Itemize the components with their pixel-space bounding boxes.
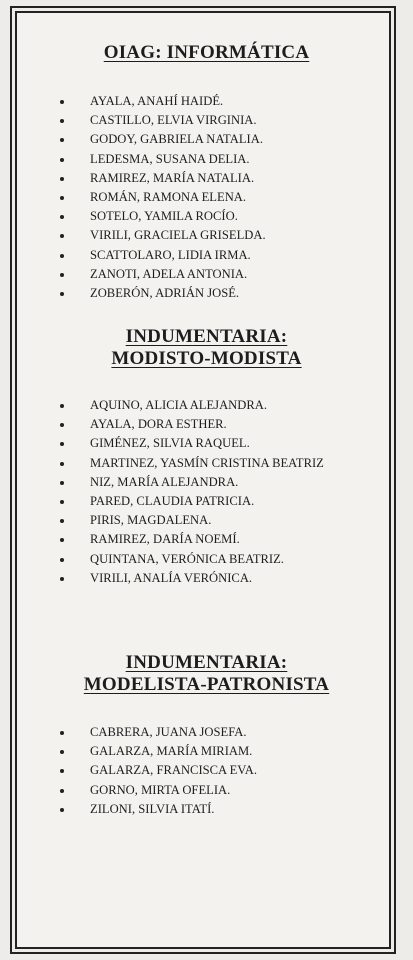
bullet-icon	[60, 423, 64, 427]
list-item	[0, 92, 413, 111]
person-name: AQUINO, ALICIA ALEJANDRA.	[90, 398, 268, 412]
bullet-icon	[60, 577, 64, 581]
name-list	[0, 396, 413, 588]
bullet-icon	[60, 119, 64, 123]
person-name: ZOBERÓN, ADRIÁN JOSÉ.	[90, 285, 240, 300]
list-item	[0, 207, 413, 226]
person-name: VIRILI, GRACIELA GRISELDA.	[90, 228, 266, 243]
bullet-icon	[60, 519, 64, 523]
bullet-icon	[60, 538, 64, 542]
list-item	[0, 246, 413, 265]
section-heading	[0, 326, 413, 370]
list-item	[0, 396, 413, 415]
bullet-icon	[60, 750, 64, 754]
bullet-icon	[60, 769, 64, 773]
bullet-icon	[60, 500, 64, 504]
person-name: NIZ, MARÍA ALEJANDRA.	[90, 474, 239, 489]
person-name: CASTILLO, ELVIA VIRGINIA.	[90, 113, 257, 128]
bullet-icon	[60, 158, 64, 162]
section-modisto-modista	[0, 326, 413, 588]
list-item	[0, 226, 413, 245]
person-name: GIMÉNEZ, SILVIA RAQUEL.	[90, 436, 250, 451]
person-name: QUINTANA, VERÓNICA BEATRIZ.	[90, 551, 284, 566]
bullet-icon	[60, 273, 64, 277]
bullet-icon	[60, 481, 64, 485]
list-item	[0, 723, 413, 742]
bullet-icon	[60, 234, 64, 238]
list-item	[0, 188, 413, 207]
list-item	[0, 511, 413, 530]
bullet-icon	[60, 404, 64, 408]
heading-line: OIAG: INFORMÁTICA	[103, 42, 310, 63]
list-item	[0, 742, 413, 761]
person-name: SCATTOLARO, LIDIA IRMA.	[90, 247, 251, 262]
heading-line: MODELISTA-PATRONISTA	[83, 674, 330, 695]
list-item	[0, 284, 413, 303]
person-name: VIRILI, ANALÍA VERÓNICA.	[90, 570, 253, 585]
person-name: RAMIREZ, MARÍA NATALIA.	[90, 170, 255, 185]
bullet-icon	[60, 254, 64, 258]
list-item	[0, 530, 413, 549]
list-item	[0, 550, 413, 569]
person-name: GALARZA, FRANCISCA EVA.	[90, 763, 258, 778]
bullet-icon	[60, 442, 64, 446]
person-name: GODOY, GABRIELA NATALIA.	[90, 132, 263, 147]
heading-line: MODISTO-MODISTA	[111, 348, 302, 369]
person-name: GORNO, MIRTA OFELIA.	[90, 782, 231, 797]
person-name: MARTINEZ, YASMÍN CRISTINA BEATRIZ	[90, 455, 324, 470]
person-name: ZILONI, SILVIA ITATÍ.	[90, 801, 215, 816]
bullet-icon	[60, 177, 64, 181]
list-item	[0, 415, 413, 434]
list-item	[0, 800, 413, 819]
bullet-icon	[60, 789, 64, 793]
list-item	[0, 473, 413, 492]
person-name: ZANOTI, ADELA ANTONIA.	[90, 266, 248, 281]
heading-line: INDUMENTARIA:	[125, 326, 288, 347]
person-name: GALARZA, MARÍA MIRIAM.	[90, 744, 253, 759]
section-heading	[0, 42, 413, 64]
bullet-icon	[60, 100, 64, 104]
bullet-icon	[60, 215, 64, 219]
list-item	[0, 130, 413, 149]
list-item	[0, 434, 413, 453]
section-modelista-patronista	[0, 652, 413, 819]
person-name: AYALA, ANAHÍ HAIDÉ.	[90, 94, 224, 108]
section-heading	[0, 652, 413, 696]
list-item	[0, 454, 413, 473]
list-item	[0, 111, 413, 130]
person-name: CABRERA, JUANA JOSEFA.	[90, 725, 247, 739]
section-informatica	[0, 42, 413, 303]
bullet-icon	[60, 808, 64, 812]
person-name: SOTELO, YAMILA ROCÍO.	[90, 209, 238, 224]
list-item	[0, 569, 413, 588]
heading-line: INDUMENTARIA:	[125, 652, 288, 673]
list-item	[0, 761, 413, 780]
list-item	[0, 169, 413, 188]
list-item	[0, 150, 413, 169]
bullet-icon	[60, 462, 64, 466]
name-list	[0, 723, 413, 819]
name-list	[0, 92, 413, 303]
person-name: LEDESMA, SUSANA DELIA.	[90, 151, 250, 166]
person-name: RAMIREZ, DARÍA NOEMÍ.	[90, 532, 240, 547]
bullet-icon	[60, 138, 64, 142]
bullet-icon	[60, 731, 64, 735]
list-item	[0, 492, 413, 511]
person-name: ROMÁN, RAMONA ELENA.	[90, 189, 247, 204]
list-item	[0, 781, 413, 800]
person-name: AYALA, DORA ESTHER.	[90, 417, 227, 432]
bullet-icon	[60, 292, 64, 296]
bullet-icon	[60, 558, 64, 562]
person-name: PARED, CLAUDIA PATRICIA.	[90, 493, 255, 508]
person-name: PIRIS, MAGDALENA.	[90, 513, 212, 528]
list-item	[0, 265, 413, 284]
bullet-icon	[60, 196, 64, 200]
